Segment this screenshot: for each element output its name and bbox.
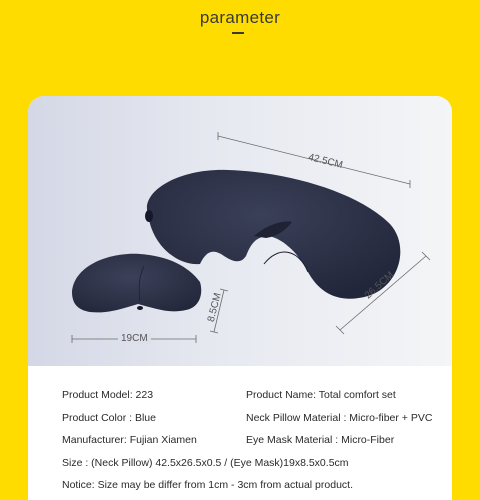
spec-size: Size : (Neck Pillow) 42.5x26.5x0.5 / (Eye Mask)19x8.5x0.5cm [62, 457, 349, 469]
spec-notice: Notice: Size may be differ from 1cm - 3cm from actual product. [62, 479, 353, 491]
spec-list [28, 366, 452, 500]
section-title: parameter [199, 8, 281, 27]
mask-height-label: 8.5CM [205, 291, 224, 324]
pillow-width-label: 42.5CM [307, 151, 344, 172]
spec-product-model: Product Model: 223 [62, 389, 154, 401]
spec-pillow-material: Neck Pillow Material : Micro-fiber + PVC [246, 412, 433, 424]
eye-mask-shape [72, 254, 201, 313]
header [0, 0, 480, 96]
title-underline [232, 32, 244, 34]
product-card [28, 96, 452, 500]
mask-strap-clip [137, 306, 143, 310]
pillow-valve [145, 210, 153, 222]
spec-product-color: Product Color : Blue [62, 412, 156, 424]
spec-product-name: Product Name: Total comfort set [246, 389, 396, 401]
product-illustration [28, 96, 452, 366]
pillow-depth-label: 26.5CM [362, 269, 397, 302]
spec-mask-material: Eye Mask Material : Micro-Fiber [246, 434, 395, 446]
mask-width-label: 19CM [118, 333, 151, 344]
spec-manufacturer: Manufacturer: Fujian Xiamen [62, 434, 197, 446]
product-photo [28, 96, 452, 366]
